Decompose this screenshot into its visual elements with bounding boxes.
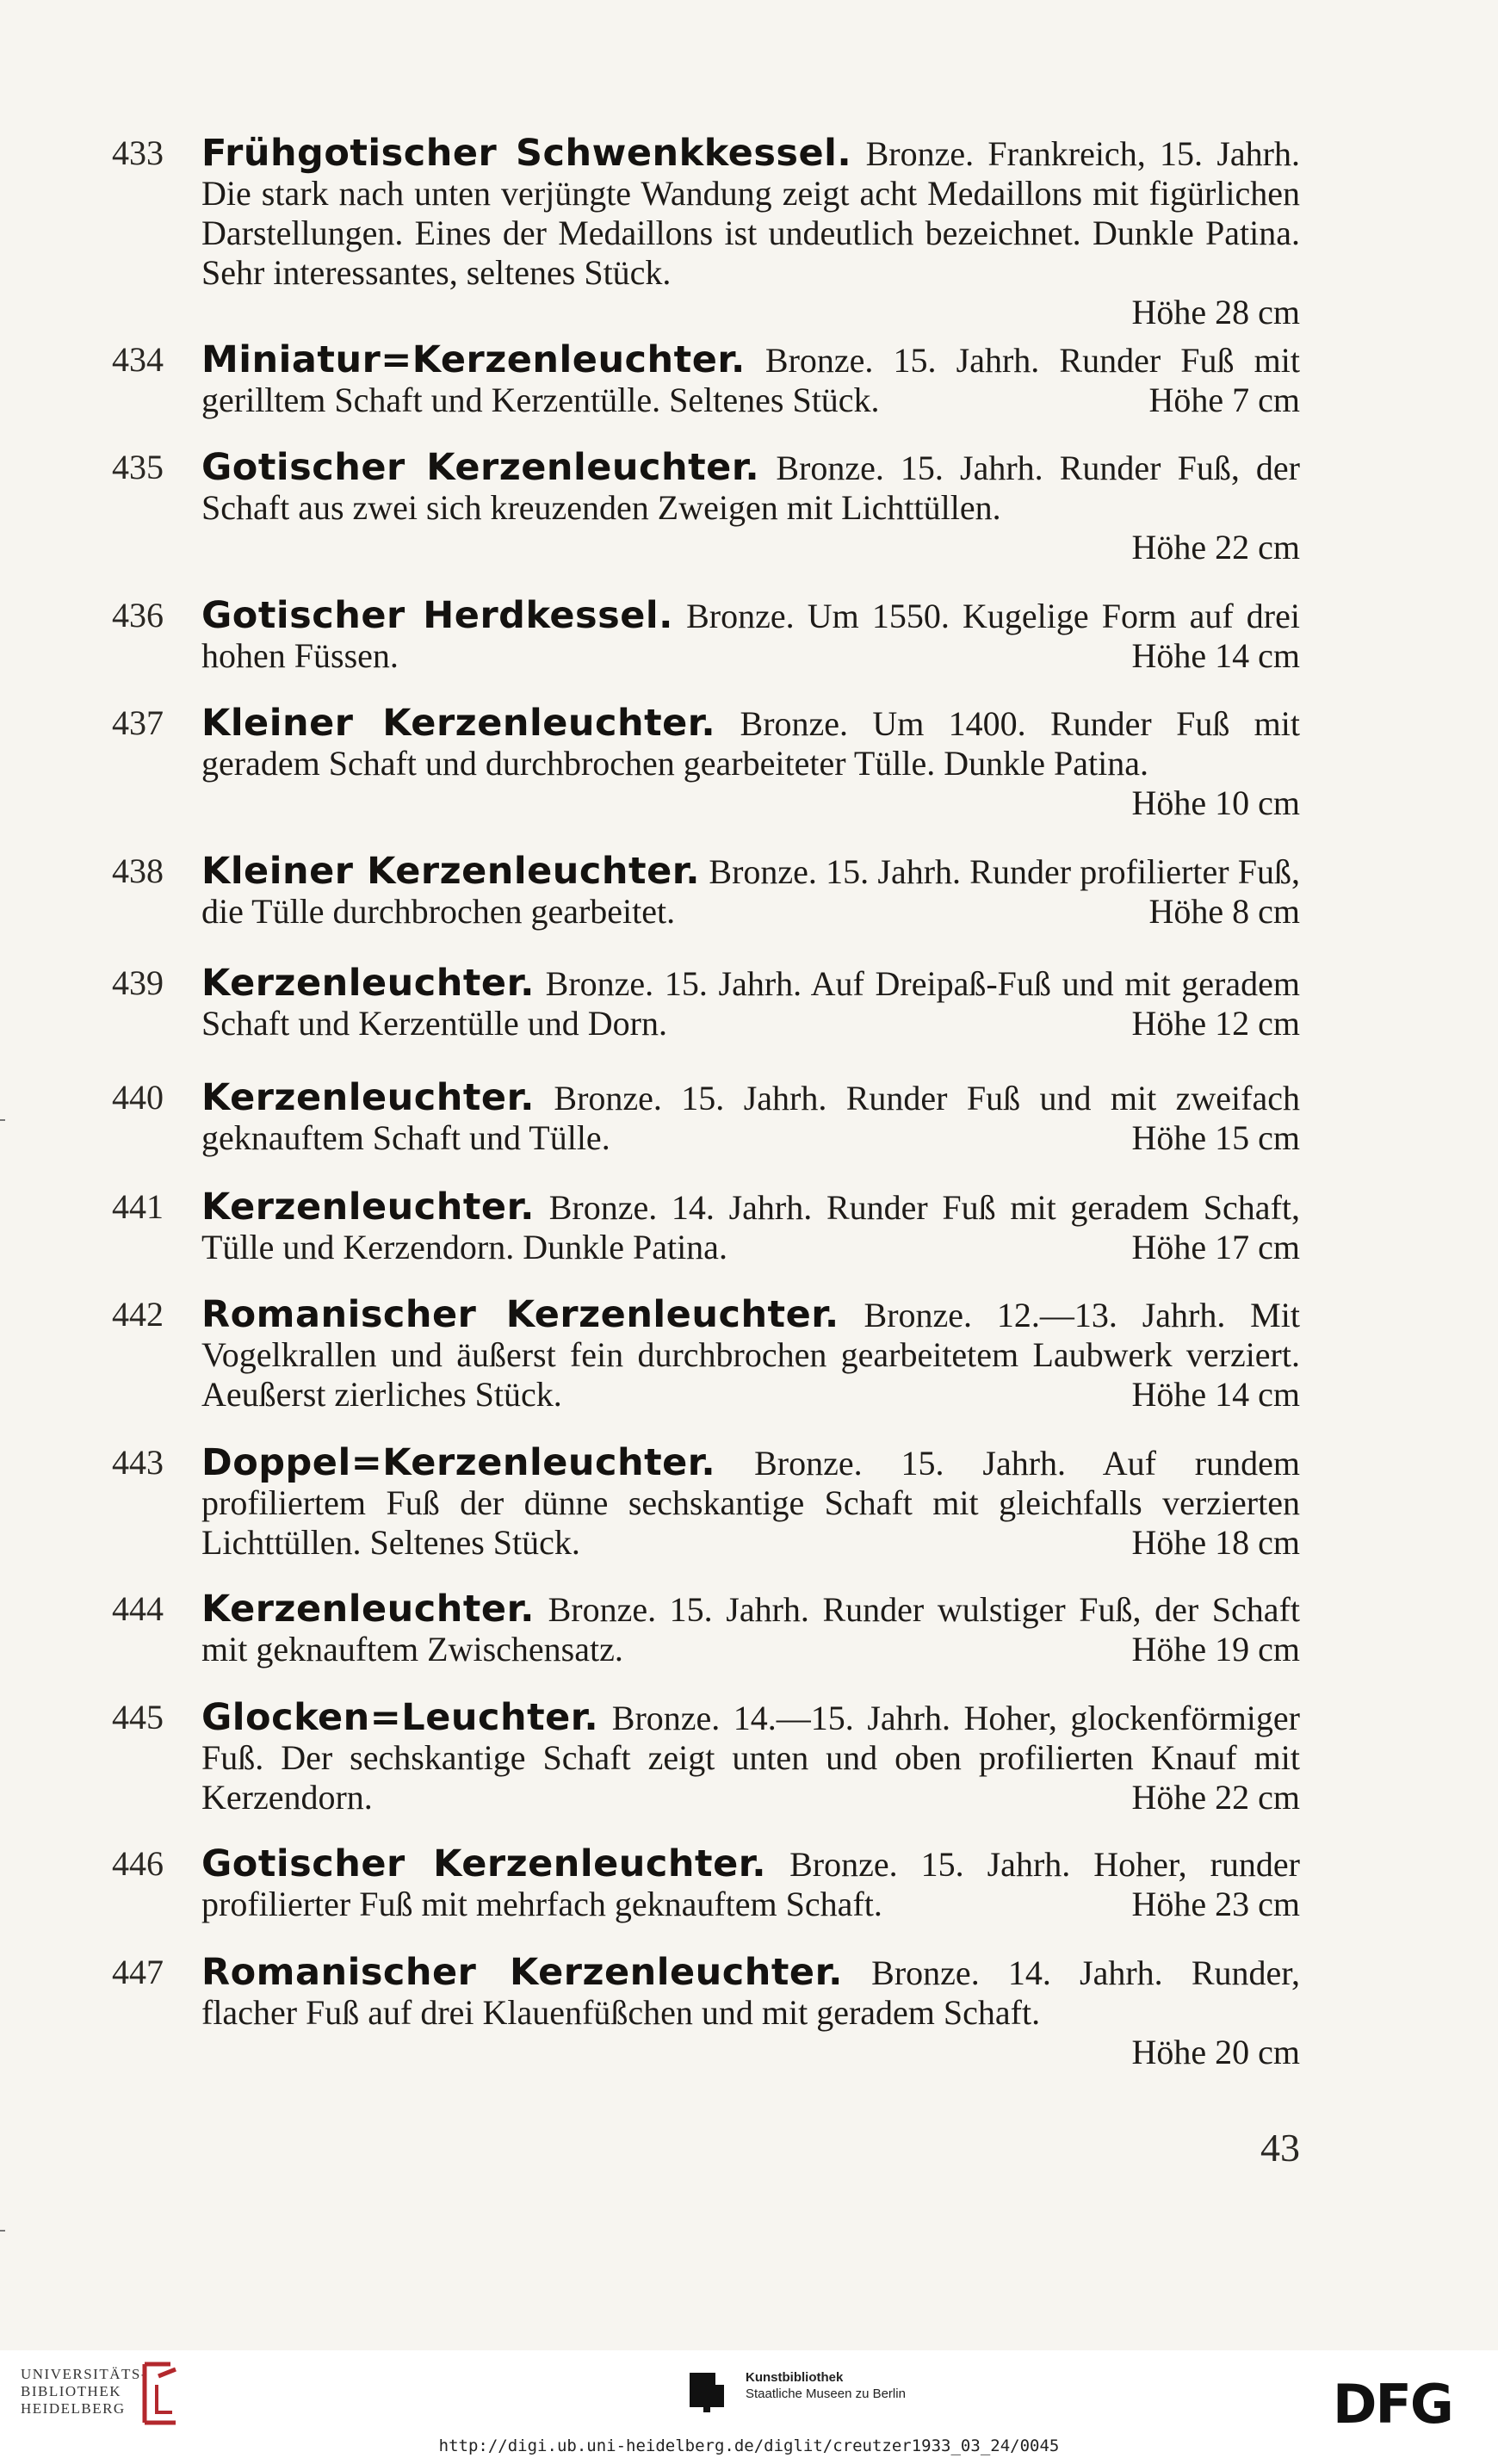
margin-mark [0, 1119, 5, 1121]
entry-title: Romanischer Kerzenleuchter. [201, 1951, 844, 1994]
catalog-entry [112, 1187, 1300, 1295]
kunstbibliothek-label [746, 2369, 906, 2402]
catalog-entry [112, 596, 1300, 703]
entry-title: Kerzenleuchter. [201, 1186, 535, 1229]
catalog-entry [112, 963, 1300, 1078]
kunstbibliothek-name: Kunstbibliothek [746, 2370, 844, 2385]
entry-title: Kerzenleuchter. [201, 962, 535, 1005]
entry-body [201, 1698, 1300, 1817]
catalog-entry [112, 1844, 1300, 1953]
entry-body [201, 340, 1300, 420]
entry-text: Bronze. 14. Jahrh. Runder, flacher Fuß auf drei Klauenfüßchen und mit geradem Schaft. [201, 1953, 1300, 2032]
kunstbibliothek-logo-icon [684, 2368, 733, 2420]
entry-number: 434 [112, 340, 164, 379]
entry-text: Bronze. 12.—13. Jahrh. Mit Vogelkrallen und äußerst fein durchbrochen gearbeitetem Laubwerk verziert. Aeußerst zierliches Stück. [201, 1296, 1300, 1414]
entry-number: 439 [112, 963, 164, 1002]
entry-body [201, 596, 1300, 676]
catalog-entries [112, 133, 1300, 2090]
entry-body [201, 1953, 1300, 2072]
entry-title: Kerzenleuchter. [201, 1076, 535, 1119]
entry-text: Bronze. 14.—15. Jahrh. Hoher, glockenförmiger Fuß. Der sechskantige Schaft zeigt unten und oben profilierten Knauf mit Kerzendorn. [201, 1699, 1300, 1817]
entry-body [201, 1443, 1300, 1563]
catalog-entry [112, 1295, 1300, 1443]
entry-number: 442 [112, 1295, 164, 1334]
entry-title: Kleiner Kerzenleuchter. [201, 850, 701, 893]
entry-text: Bronze. 15. Jahrh. Auf rundem profiliertem Fuß der dünne sechskantige Schaft mit gleichfalls verzierten Lichttüllen. Seltenes Stück. [201, 1444, 1300, 1562]
entry-number: 436 [112, 596, 164, 635]
entry-height: Höhe 18 cm [1131, 1523, 1300, 1562]
entry-height: Höhe 14 cm [1131, 636, 1300, 675]
entry-title: Kleiner Kerzenleuchter. [201, 702, 716, 745]
dfg-logo-icon: DFG [1333, 2373, 1452, 2436]
entry-body [201, 1844, 1300, 1924]
entry-height: Höhe 8 cm [1148, 892, 1300, 931]
entry-number: 438 [112, 851, 164, 890]
entry-body [201, 1295, 1300, 1415]
entry-title: Gotischer Kerzenleuchter. [201, 446, 760, 489]
entry-number: 447 [112, 1953, 164, 1991]
entry-title: Gotischer Kerzenleuchter. [201, 1842, 767, 1885]
entry-text: Bronze. 15. Jahrh. Hoher, runder profilierter Fuß mit mehrfach geknauftem Schaft. [201, 1845, 1300, 1923]
entry-number: 441 [112, 1187, 164, 1226]
entry-height: Höhe 15 cm [1131, 1118, 1300, 1157]
entry-body [201, 133, 1300, 332]
entry-text: Bronze. 15. Jahrh. Runder wulstiger Fuß, der Schaft mit geknauftem Zwischensatz. [201, 1590, 1300, 1668]
entry-title: Doppel=Kerzenleuchter. [201, 1441, 716, 1484]
entry-body [201, 963, 1300, 1043]
entry-height: Höhe 17 cm [1131, 1228, 1300, 1266]
entry-height: Höhe 22 cm [1131, 528, 1300, 566]
page-number: 43 [1260, 2126, 1300, 2170]
entry-height: Höhe 23 cm [1131, 1885, 1300, 1923]
entry-text: Bronze. Frankreich, 15. Jahrh. Die stark nach unten verjüngte Wandung zeigt acht Medaillons mit figürlichen Darstellungen. Eines der Medaillons ist undeutlich bezeichnet. Dunkle Patina. Sehr interessantes, seltenes Stück. [201, 134, 1300, 292]
entry-number: 433 [112, 133, 164, 172]
entry-text: Bronze. 15. Jahrh. Runder Fuß, der Schaft aus zwei sich kreuzenden Zweigen mit Lichttüllen. [201, 449, 1300, 527]
university-library-text [21, 2366, 147, 2418]
entry-number: 443 [112, 1443, 164, 1482]
entry-text: Bronze. Um 1550. Kugelige Form auf drei hohen Füssen. [201, 597, 1300, 675]
entry-text: Bronze. 15. Jahrh. Runder profilierter Fuß, die Tülle durchbrochen gearbeitet. [201, 852, 1301, 931]
entry-number: 444 [112, 1589, 164, 1628]
entry-height: Höhe 28 cm [1131, 293, 1300, 331]
entry-text: Bronze. 15. Jahrh. Runder Fuß und mit zweifach geknauftem Schaft und Tülle. [201, 1079, 1300, 1157]
catalog-entry [112, 851, 1300, 963]
library-line: UNIVERSITÄTS- [21, 2366, 147, 2382]
entry-body [201, 1078, 1300, 1158]
entry-body [201, 1187, 1300, 1267]
entry-body [201, 851, 1300, 932]
entry-text: Bronze. 15. Jahrh. Auf Dreipaß-Fuß und mit geradem Schaft und Kerzentülle und Dorn. [201, 964, 1300, 1043]
entry-title: Romanischer Kerzenleuchter. [201, 1293, 839, 1336]
library-line: HEIDELBERG [21, 2400, 126, 2417]
entry-number: 435 [112, 448, 164, 486]
entry-title: Miniatur=Kerzenleuchter. [201, 338, 746, 381]
entry-height: Höhe 14 cm [1131, 1375, 1300, 1414]
catalog-entry [112, 703, 1300, 851]
entry-title: Frühgotischer Schwenkkessel. [201, 132, 852, 175]
catalog-entry [112, 1953, 1300, 2090]
library-line: BIBLIOTHEK [21, 2383, 121, 2399]
entry-text: Bronze. 15. Jahrh. Runder Fuß mit gerilltem Schaft und Kerzentülle. Seltenes Stück. [201, 341, 1300, 419]
entry-title: Glocken=Leuchter. [201, 1696, 599, 1739]
source-url[interactable]: http://digi.ub.uni-heidelberg.de/diglit/creutzer1933_03_24/0045 [438, 2436, 1060, 2455]
catalog-entry [112, 133, 1300, 340]
entry-height: Höhe 12 cm [1131, 1004, 1300, 1043]
entry-number: 445 [112, 1698, 164, 1737]
entry-body [201, 703, 1300, 823]
entry-body [201, 448, 1300, 567]
entry-title: Kerzenleuchter. [201, 1588, 535, 1631]
entry-height: Höhe 20 cm [1131, 2033, 1300, 2071]
entry-text: Bronze. 14. Jahrh. Runder Fuß mit geradem Schaft, Tülle und Kerzendorn. Dunkle Patina. [201, 1188, 1300, 1266]
entry-title: Gotischer Herdkessel. [201, 594, 673, 637]
entry-number: 440 [112, 1078, 164, 1117]
university-library-logo-icon [138, 2361, 179, 2430]
catalog-entry [112, 1698, 1300, 1844]
entry-text: Bronze. Um 1400. Runder Fuß mit geradem Schaft und durchbrochen gearbeiteter Tülle. Dunkle Patina. [201, 704, 1300, 783]
kunstbibliothek-sub: Staatliche Museen zu Berlin [746, 2387, 906, 2401]
catalog-entry [112, 1443, 1300, 1589]
entry-height: Höhe 10 cm [1131, 783, 1300, 822]
entry-number: 446 [112, 1844, 164, 1883]
entry-height: Höhe 19 cm [1131, 1630, 1300, 1668]
catalog-entry [112, 448, 1300, 596]
catalog-entry [112, 1589, 1300, 1698]
catalog-entry [112, 1078, 1300, 1187]
entry-number: 437 [112, 703, 164, 742]
entry-height: Höhe 7 cm [1148, 381, 1300, 419]
catalog-entry [112, 340, 1300, 448]
entry-height: Höhe 22 cm [1131, 1778, 1300, 1817]
entry-body [201, 1589, 1300, 1669]
margin-mark [0, 2230, 5, 2232]
